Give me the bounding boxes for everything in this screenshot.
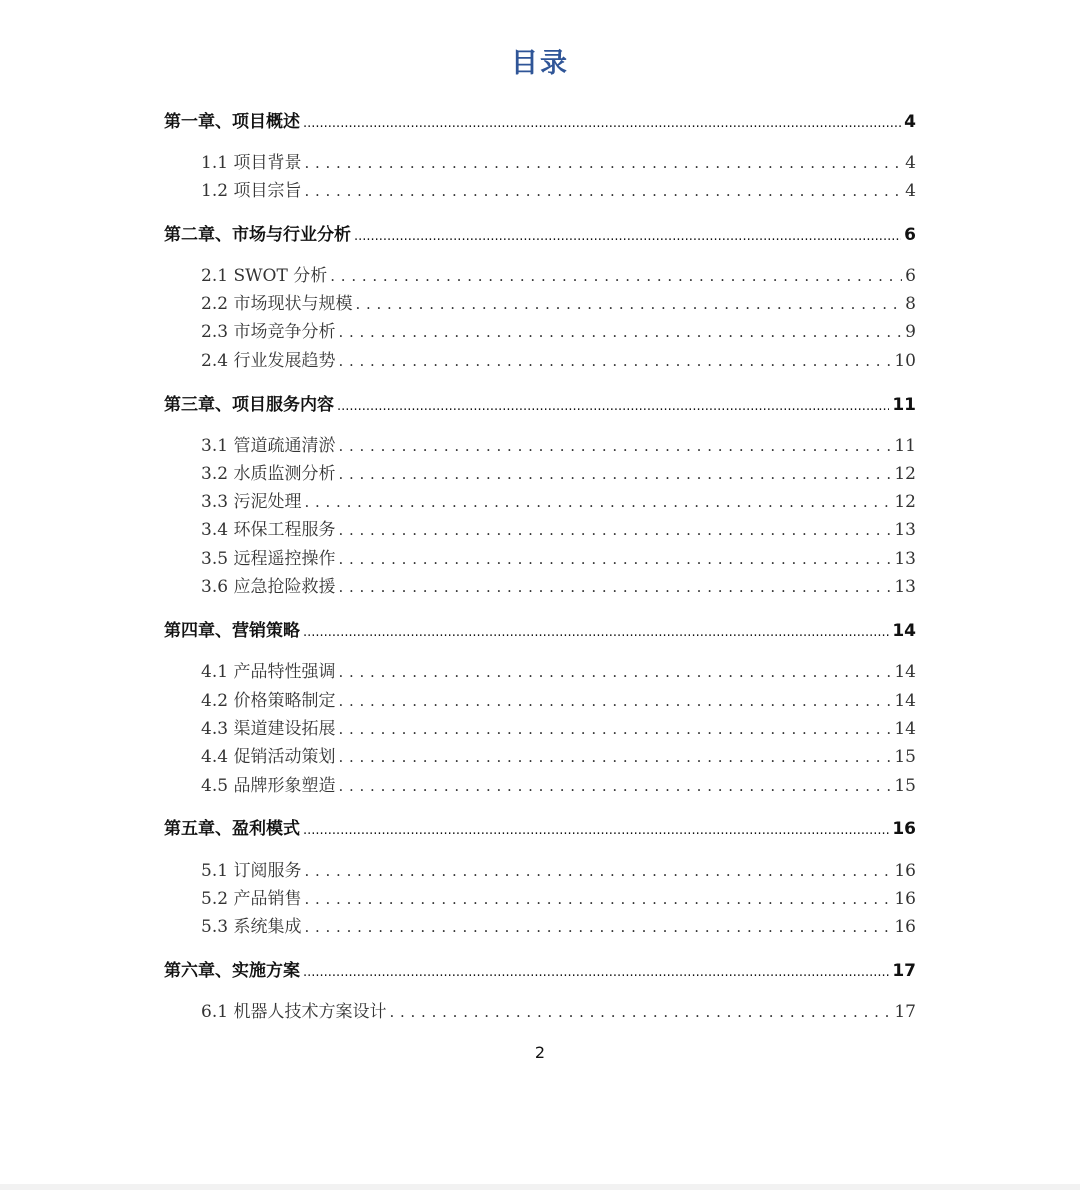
toc-entry-label: 3.5 远程遥控操作 [201,549,336,569]
toc-entry-page: 13 [894,577,916,597]
toc-entry-page: 16 [894,917,916,937]
toc-entry-page: 17 [892,961,916,981]
toc-entry-page: 9 [905,322,916,342]
toc-entry-label: 4.5 品牌形象塑造 [201,776,336,796]
toc-entry-page: 10 [894,351,916,371]
toc-entry-page: 14 [894,719,916,739]
toc-entry-label: 3.1 管道疏通清淤 [201,436,336,456]
toc-entry-label: 3.6 应急抢险救援 [201,577,336,597]
toc-entry-page: 4 [905,153,916,173]
toc-section-5-1[interactable] [201,859,916,883]
dot-leader [304,490,891,514]
toc-entry-page: 4 [905,181,916,201]
dot-leader [330,264,902,288]
toc-entry-label: 4.4 促销活动策划 [201,747,336,767]
dot-leader [303,959,889,985]
toc-entry-label: 2.2 市场现状与规模 [201,294,353,314]
toc-entry-label: 第五章、盈利模式 [164,819,300,839]
toc-entry-page: 13 [894,549,916,569]
toc-section-2-2[interactable] [201,292,916,316]
dot-leader [338,774,891,798]
toc-entry-page: 16 [892,819,916,839]
dot-leader [355,292,902,316]
toc-entry-label: 2.1 SWOT 分析 [201,266,328,286]
toc-entry-page: 16 [894,861,916,881]
toc-entry-label: 1.2 项目宗旨 [201,181,302,201]
toc-entry-page: 14 [894,691,916,711]
toc-entry-label: 3.2 水质监测分析 [201,464,336,484]
toc-section-2-4[interactable] [201,349,916,373]
toc-section-5-2[interactable] [201,887,916,911]
dot-leader [303,817,889,843]
toc-entry-label: 4.2 价格策略制定 [201,691,336,711]
toc-entry-label: 4.3 渠道建设拓展 [201,719,336,739]
toc-section-5-3[interactable] [201,915,916,939]
toc-section-3-6[interactable] [201,575,916,599]
toc-section-3-1[interactable] [201,434,916,458]
dot-leader [338,660,891,684]
toc-chapter-4[interactable] [164,619,916,645]
toc-section-4-1[interactable] [201,660,916,684]
toc-entry-label: 2.3 市场竞争分析 [201,322,336,342]
toc-entry-page: 14 [892,621,916,641]
dot-leader [354,223,901,249]
dot-leader [338,689,891,713]
toc-entry-page: 17 [894,1002,916,1022]
dot-leader [304,151,902,175]
dot-leader [303,110,901,136]
toc-entry-label: 1.1 项目背景 [201,153,302,173]
toc-entry-label: 5.3 系统集成 [201,917,302,937]
toc-entry-label: 第一章、项目概述 [164,112,300,132]
toc-entry-page: 13 [894,520,916,540]
toc-section-6-1[interactable] [201,1000,916,1024]
toc-entry-label: 4.1 产品特性强调 [201,662,336,682]
toc-section-1-2[interactable] [201,179,916,203]
dot-leader [338,349,891,373]
toc-chapter-1[interactable] [164,110,916,136]
dot-leader [338,434,891,458]
toc-entry-page: 12 [894,492,916,512]
dot-leader [304,887,891,911]
toc-chapter-2[interactable] [164,223,916,249]
toc-entry-label: 5.1 订阅服务 [201,861,302,881]
toc-section-2-3[interactable] [201,320,916,344]
dot-leader [303,619,889,645]
dot-leader [338,717,891,741]
toc-entry-label: 第六章、实施方案 [164,961,300,981]
toc-entry-label: 5.2 产品销售 [201,889,302,909]
toc-entry-page: 6 [904,225,916,245]
toc-entry-page: 16 [894,889,916,909]
toc-entry-page: 8 [905,294,916,314]
toc-section-4-4[interactable] [201,745,916,769]
dot-leader [338,518,891,542]
toc-chapter-6[interactable] [164,959,916,985]
dot-leader [338,575,891,599]
toc-entry-label: 第三章、项目服务内容 [164,395,334,415]
toc-entry-page: 4 [904,112,916,132]
toc-section-3-3[interactable] [201,490,916,514]
toc-entry-label: 3.3 污泥处理 [201,492,302,512]
toc-entry-page: 12 [894,464,916,484]
toc-entry-page: 11 [892,395,916,415]
toc-entry-page: 15 [894,747,916,767]
dot-leader [304,859,891,883]
toc-chapter-5[interactable] [164,817,916,843]
page-bottom-edge [0,1184,1080,1190]
toc-section-3-4[interactable] [201,518,916,542]
dot-leader [337,393,889,419]
toc-entry-page: 11 [894,436,916,456]
toc-section-3-5[interactable] [201,547,916,571]
toc-chapter-3[interactable] [164,393,916,419]
dot-leader [304,915,891,939]
toc-section-4-3[interactable] [201,717,916,741]
toc-entry-page: 14 [894,662,916,682]
toc-entry-label: 第四章、营销策略 [164,621,300,641]
page-number: 2 [534,1043,546,1062]
dot-leader [338,745,891,769]
toc-section-2-1[interactable] [201,264,916,288]
toc-entry-label: 3.4 环保工程服务 [201,520,336,540]
toc-section-4-2[interactable] [201,689,916,713]
toc-section-1-1[interactable] [201,151,916,175]
toc-entry-label: 第二章、市场与行业分析 [164,225,351,245]
dot-leader [338,320,902,344]
toc-entry-label: 2.4 行业发展趋势 [201,351,336,371]
toc-entry-label: 6.1 机器人技术方案设计 [201,1002,387,1022]
toc-section-4-5[interactable] [201,774,916,798]
toc-section-3-2[interactable] [201,462,916,486]
toc-entry-page: 15 [894,776,916,796]
toc-title: 目录 [511,48,569,79]
dot-leader [338,462,891,486]
dot-leader [389,1000,891,1024]
dot-leader [304,179,902,203]
toc-entry-page: 6 [905,266,916,286]
dot-leader [338,547,891,571]
